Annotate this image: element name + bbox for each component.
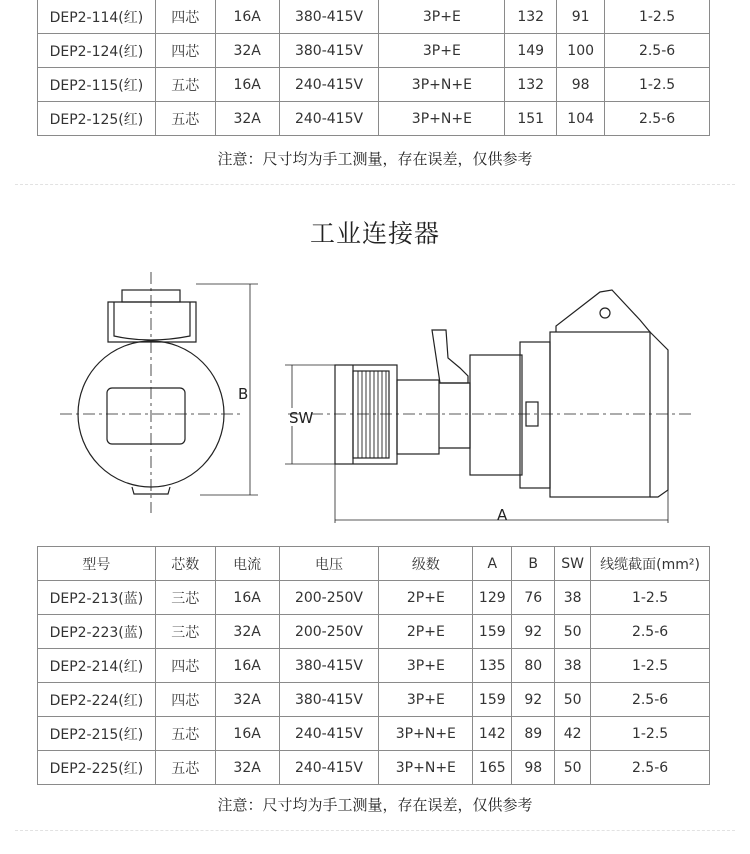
table-cell: 149 [505, 34, 557, 68]
table-cell: 135 [473, 649, 512, 683]
table-cell: 16A [215, 68, 279, 102]
table-cell: 32A [215, 34, 279, 68]
table-row [38, 581, 710, 615]
side-view-housing [550, 332, 650, 497]
table-cell: 159 [473, 683, 512, 717]
top-spec-table [37, 0, 710, 136]
side-view-collar [439, 383, 470, 448]
table-cell: 四芯 [155, 649, 215, 683]
table-cell: 129 [473, 581, 512, 615]
table-row [38, 102, 710, 136]
side-view-cap-hinge [432, 330, 468, 383]
table-cell: 132 [505, 0, 557, 34]
table-header-row [38, 547, 710, 581]
column-header: 级数 [379, 547, 473, 581]
table-row [38, 68, 710, 102]
table-cell: 380-415V [279, 683, 379, 717]
table-cell: DEP2-124(红) [38, 34, 156, 68]
side-view-end [650, 332, 668, 497]
table-cell: 16A [215, 581, 279, 615]
table-cell: 五芯 [155, 751, 215, 785]
connector-technical-drawing [0, 258, 750, 533]
table-cell: 38 [555, 649, 591, 683]
table-cell: 50 [555, 751, 591, 785]
table-cell: 240-415V [279, 717, 379, 751]
table-cell: 98 [557, 68, 605, 102]
table-row [38, 615, 710, 649]
table-cell: 380-415V [279, 34, 379, 68]
table-cell: 50 [555, 683, 591, 717]
table-cell: 3P+E [379, 649, 473, 683]
table-cell: 3P+N+E [379, 717, 473, 751]
table-cell: 38 [555, 581, 591, 615]
table-cell: 四芯 [155, 683, 215, 717]
side-view-lid [556, 290, 650, 332]
table-cell: 2.5-6 [591, 615, 710, 649]
column-header: SW [555, 547, 591, 581]
table-cell: 16A [215, 0, 279, 34]
table-cell: 132 [505, 68, 557, 102]
table-cell: 3P+N+E [379, 102, 505, 136]
table-cell: 200-250V [279, 615, 379, 649]
table-cell: 89 [512, 717, 555, 751]
section-divider-bottom [15, 830, 735, 831]
table-cell: DEP2-225(红) [38, 751, 156, 785]
section-divider-top [15, 184, 735, 185]
column-header: 线缆截面(mm²) [591, 547, 710, 581]
table-cell: 200-250V [279, 581, 379, 615]
column-header: 电压 [279, 547, 379, 581]
bottom-spec-table [37, 546, 710, 785]
table-cell: 159 [473, 615, 512, 649]
table-cell: 1-2.5 [605, 0, 710, 34]
table-cell: 四芯 [155, 34, 215, 68]
dimension-a-label: A [497, 506, 508, 524]
side-view-body [470, 355, 522, 475]
column-header: 芯数 [155, 547, 215, 581]
section-title: 工业连接器 [309, 219, 440, 248]
front-view-socket-window [107, 388, 185, 444]
table-cell: 240-415V [279, 68, 379, 102]
front-view-latch-inner [114, 302, 190, 340]
table-cell: 151 [505, 102, 557, 136]
table-cell: 四芯 [155, 0, 215, 34]
table-cell: 2.5-6 [605, 102, 710, 136]
table-row [38, 717, 710, 751]
table-cell: 16A [215, 649, 279, 683]
table-cell: DEP2-114(红) [38, 0, 156, 34]
column-header: 电流 [215, 547, 279, 581]
table-cell: 100 [557, 34, 605, 68]
table-cell: 32A [215, 751, 279, 785]
table-cell: DEP2-223(蓝) [38, 615, 156, 649]
table-cell: 240-415V [279, 102, 379, 136]
table-cell: 32A [215, 615, 279, 649]
table-cell: DEP2-125(红) [38, 102, 156, 136]
table-cell: 2.5-6 [605, 34, 710, 68]
table-cell: 3P+N+E [379, 751, 473, 785]
table-cell: 76 [512, 581, 555, 615]
table-row [38, 0, 710, 34]
table-cell: 2P+E [379, 581, 473, 615]
table-cell: 16A [215, 717, 279, 751]
side-view-neck [397, 380, 439, 454]
table-cell: 3P+E [379, 34, 505, 68]
table-cell: 1-2.5 [591, 581, 710, 615]
table-cell: 三芯 [155, 615, 215, 649]
measurement-note-bottom: 注意：尺寸均为手工测量，存在误差，仅供参考 [217, 796, 533, 814]
table-row [38, 34, 710, 68]
table-cell: 1-2.5 [591, 649, 710, 683]
table-cell: 92 [512, 615, 555, 649]
dimension-sw-label: SW [289, 409, 314, 427]
table-cell: 2.5-6 [591, 683, 710, 717]
table-cell: 380-415V [279, 649, 379, 683]
table-cell: DEP2-224(红) [38, 683, 156, 717]
table-cell: 2.5-6 [591, 751, 710, 785]
table-cell: 380-415V [279, 0, 379, 34]
side-view-lid-hole [600, 308, 610, 318]
table-cell: 2P+E [379, 615, 473, 649]
measurement-note-top: 注意：尺寸均为手工测量，存在误差，仅供参考 [217, 150, 533, 168]
table-cell: DEP2-115(红) [38, 68, 156, 102]
table-cell: 42 [555, 717, 591, 751]
column-header: B [512, 547, 555, 581]
table-cell: 91 [557, 0, 605, 34]
table-cell: 142 [473, 717, 512, 751]
table-row [38, 683, 710, 717]
table-cell: 1-2.5 [605, 68, 710, 102]
table-cell: 3P+E [379, 0, 505, 34]
table-cell: 五芯 [155, 68, 215, 102]
dimension-b-label: B [238, 385, 249, 403]
table-cell: 1-2.5 [591, 717, 710, 751]
table-cell: 32A [215, 102, 279, 136]
table-cell: DEP2-213(蓝) [38, 581, 156, 615]
table-cell: DEP2-215(红) [38, 717, 156, 751]
table-cell: 五芯 [155, 102, 215, 136]
column-header: 型号 [38, 547, 156, 581]
table-row [38, 649, 710, 683]
table-cell: 五芯 [155, 717, 215, 751]
table-row [38, 751, 710, 785]
table-cell: 240-415V [279, 751, 379, 785]
table-cell: 3P+E [379, 683, 473, 717]
table-cell: DEP2-214(红) [38, 649, 156, 683]
table-cell: 50 [555, 615, 591, 649]
table-cell: 3P+N+E [379, 68, 505, 102]
table-cell: 80 [512, 649, 555, 683]
side-view-flange [520, 342, 550, 488]
table-cell: 104 [557, 102, 605, 136]
table-cell: 165 [473, 751, 512, 785]
table-cell: 92 [512, 683, 555, 717]
table-cell: 三芯 [155, 581, 215, 615]
column-header: A [473, 547, 512, 581]
table-cell: 98 [512, 751, 555, 785]
front-view-latch-body [108, 302, 196, 342]
table-cell: 32A [215, 683, 279, 717]
